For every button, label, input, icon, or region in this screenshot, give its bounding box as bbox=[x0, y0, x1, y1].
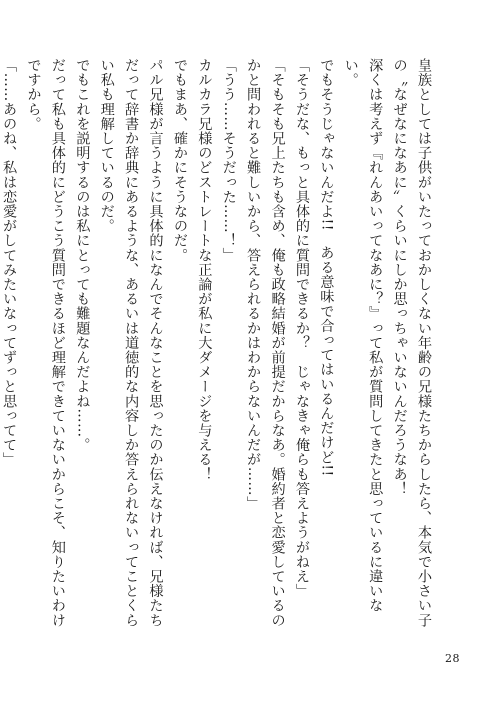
dialogue-line: 「そうだな、もっと具体的に質問できるか？ じゃなきゃ俺らも答えようがねえ」 bbox=[293, 58, 310, 599]
paragraph: カルカラ兄様のどストレートな正論が私に大ダメージを与える！ bbox=[196, 58, 213, 482]
page-number: 28 bbox=[445, 652, 460, 665]
paragraph: パル兄様が言うように具体的になんでそんなことを思ったのか伝えなければ、兄様たちだって辞書か辞典にあるような、あるいは道徳的な内容しか答えられないってことくらい私も理解しているのだ。 bbox=[98, 58, 164, 628]
paragraph: 皇族としては子供がいたっておかしくない年齢の兄様たちからしたら、本気で小さい子の〝なぜなになあに〟くらいにしか思っちゃいないんだろうなあ！ bbox=[391, 58, 432, 628]
dialogue-line: 「うう……そうだった……！」 bbox=[220, 58, 237, 263]
paragraph: でもそうじゃないんだよ!! ある意味で合ってはいるんだけど!! bbox=[318, 58, 335, 477]
dialogue-line: 「……あのね、私は恋愛がしてみたいなってずっと思ってて」 bbox=[1, 58, 18, 467]
dialogue-line: 「そもそも兄上たちも含め、俺も政略結婚が前提だからなあ。婚約者と恋愛しているのかと問われると難しいから、答えられるかはわからないんだが……」 bbox=[245, 58, 286, 628]
paragraph: でもまあ、確かにそうなのだ。 bbox=[171, 58, 188, 263]
vertical-text-body bbox=[1, 58, 436, 638]
paragraph: 深くは考えず『れんあいってなあに？』って私が質問してきたと思っているに違いない。 bbox=[342, 58, 384, 613]
paragraph: だって私も具体的にどうこう質問できるほど理解できていないからこそ、知りたいわけですから。 bbox=[25, 58, 66, 628]
paragraph: でもこれを説明するのは私にとっても難題なんだよね……。 bbox=[74, 58, 91, 453]
